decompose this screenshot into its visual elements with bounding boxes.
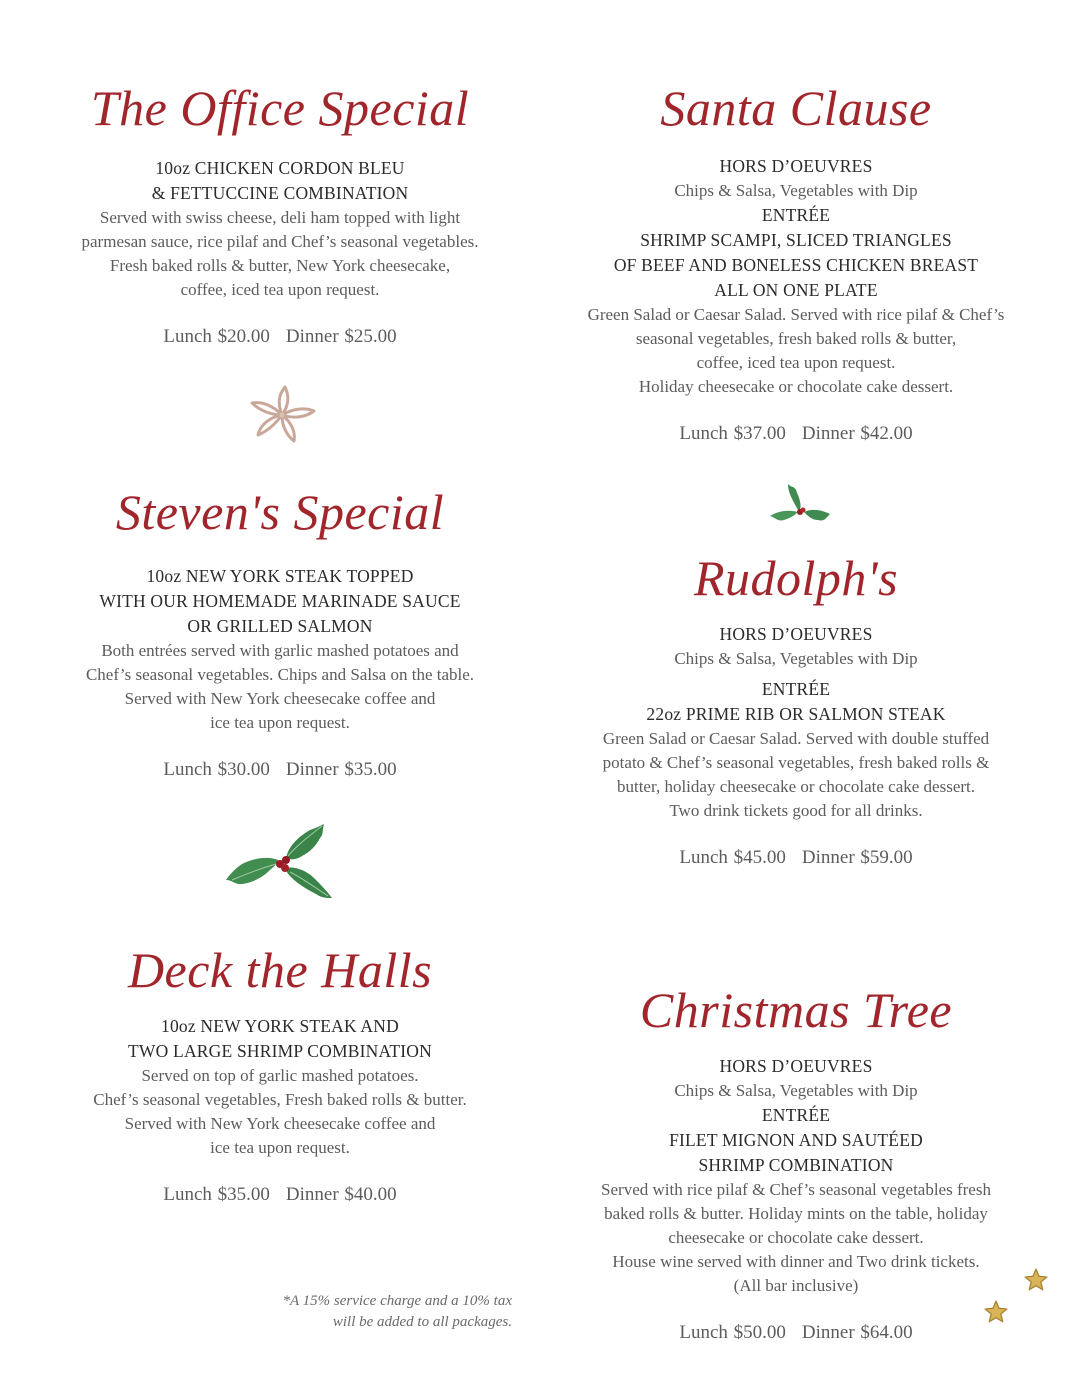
hors-doeuvres-label: HORS D’OEUVRES	[719, 156, 873, 176]
description-line: parmesan sauce, rice pilaf and Chef’s seasonal vegetables.	[81, 232, 479, 251]
package-description	[556, 727, 1036, 823]
description-line: ice tea upon request.	[210, 713, 350, 732]
entree-line: ALL ON ONE PLATE	[714, 280, 878, 300]
lunch-price: Lunch $35.00	[163, 1184, 270, 1205]
package-prices	[556, 421, 1036, 447]
description-line: ice tea upon request.	[210, 1138, 350, 1157]
description-line: coffee, iced tea upon request.	[696, 353, 896, 372]
package-description	[40, 206, 520, 302]
package-title: The Office Special	[90, 80, 470, 136]
hors-doeuvres-items: Chips & Salsa, Vegetables with Dip	[674, 649, 918, 668]
package-prices	[40, 1182, 520, 1208]
holly-large-icon	[224, 822, 339, 902]
entree-line: OR GRILLED SALMON	[187, 616, 373, 636]
entree-line: TWO LARGE SHRIMP COMBINATION	[128, 1041, 432, 1061]
description-line: Served on top of garlic mashed potatoes.	[141, 1066, 419, 1085]
footnote-line: *A 15% service charge and a 10% tax	[282, 1293, 512, 1309]
entree-label: ENTRÉE	[761, 679, 831, 699]
package-prices	[40, 757, 520, 783]
description-line: Holiday cheesecake or chocolate cake dessert.	[638, 377, 954, 396]
package-office-special	[40, 78, 520, 350]
entree-line: SHRIMP COMBINATION	[698, 1155, 894, 1175]
description-line: House wine served with dinner and Two drink tickets.	[612, 1252, 980, 1271]
entree-line: OF BEEF AND BONELESS CHICKEN BREAST	[613, 255, 979, 275]
description-line: Fresh baked rolls & butter, New York cheesecake,	[109, 256, 451, 275]
hors-doeuvres-items: Chips & Salsa, Vegetables with Dip	[674, 1081, 918, 1100]
gold-star-icon	[982, 1299, 1010, 1325]
package-entree	[40, 564, 520, 639]
description-line: Served with rice pilaf & Chef’s seasonal vegetables fresh	[601, 1180, 991, 1199]
package-rudolphs	[556, 548, 1036, 871]
package-entree	[40, 1014, 520, 1064]
package-entree	[40, 156, 520, 206]
lunch-price: Lunch $45.00	[679, 847, 786, 868]
package-prices	[40, 324, 520, 350]
package-title: Santa Clause	[660, 80, 932, 136]
package-christmas-tree	[556, 980, 1036, 1346]
description-line: Green Salad or Caesar Salad. Served with double stuffed	[602, 729, 990, 748]
entree-line: 10oz CHICKEN CORDON BLEU	[155, 158, 405, 178]
description-line: baked rolls & butter. Holiday mints on the table, holiday	[604, 1204, 988, 1223]
entree-line: & FETTUCCINE COMBINATION	[151, 183, 409, 203]
description-line: coffee, iced tea upon request.	[180, 280, 380, 299]
lunch-price: Lunch $50.00	[679, 1322, 786, 1343]
package-stevens-special	[40, 482, 520, 783]
hors-doeuvres-label: HORS D’OEUVRES	[719, 624, 873, 644]
description-line: cheesecake or chocolate cake dessert.	[668, 1228, 924, 1247]
gold-star-icon	[1022, 1267, 1050, 1293]
hors-doeuvres-label: HORS D’OEUVRES	[719, 1056, 873, 1076]
poinsettia-outline-icon	[248, 385, 316, 445]
lunch-price: Lunch $37.00	[679, 423, 786, 444]
description-line: (All bar inclusive)	[733, 1276, 859, 1295]
entree-line: SHRIMP SCAMPI, SLICED TRIANGLES	[640, 230, 952, 250]
dinner-price: Dinner $35.00	[285, 759, 397, 780]
package-prices	[556, 1320, 1036, 1346]
entree-line: 10oz NEW YORK STEAK TOPPED	[146, 566, 414, 586]
package-description	[40, 639, 520, 735]
entree-label: ENTRÉE	[761, 1105, 831, 1125]
package-entree	[556, 702, 1036, 727]
entree-line: WITH OUR HOMEMADE MARINADE SAUCE	[99, 591, 461, 611]
description-line: Served with swiss cheese, deli ham topped with light	[99, 208, 461, 227]
service-charge-footnote	[282, 1291, 512, 1333]
description-line: Both entrées served with garlic mashed potatoes and	[101, 641, 459, 660]
package-entree	[556, 1128, 1036, 1178]
package-title: Deck the Halls	[127, 942, 433, 998]
lunch-price: Lunch $20.00	[163, 326, 270, 347]
description-line: Chef’s seasonal vegetables. Chips and Salsa on the table.	[85, 665, 475, 684]
entree-label: ENTRÉE	[761, 205, 831, 225]
dinner-price: Dinner $42.00	[801, 423, 913, 444]
dinner-price: Dinner $25.00	[285, 326, 397, 347]
package-description	[40, 1064, 520, 1160]
dinner-price: Dinner $59.00	[801, 847, 913, 868]
package-entree	[556, 228, 1036, 303]
description-line: seasonal vegetables, fresh baked rolls & butter,	[635, 329, 957, 348]
package-santa-clause	[556, 78, 1036, 447]
package-description	[556, 1178, 1036, 1298]
holly-small-icon	[768, 480, 834, 526]
package-title: Rudolph's	[693, 550, 899, 606]
package-prices	[556, 845, 1036, 871]
package-title: Christmas Tree	[639, 982, 953, 1038]
lunch-price: Lunch $30.00	[163, 759, 270, 780]
package-description	[556, 303, 1036, 399]
description-line: Chef’s seasonal vegetables, Fresh baked rolls & butter.	[93, 1090, 467, 1109]
footnote-line: will be added to all packages.	[332, 1314, 512, 1330]
dinner-price: Dinner $64.00	[801, 1322, 913, 1343]
dinner-price: Dinner $40.00	[285, 1184, 397, 1205]
hors-doeuvres-items: Chips & Salsa, Vegetables with Dip	[674, 181, 918, 200]
description-line: Green Salad or Caesar Salad. Served with rice pilaf & Chef’s	[587, 305, 1005, 324]
description-line: Two drink tickets good for all drinks.	[669, 801, 923, 820]
package-deck-the-halls	[40, 940, 520, 1208]
package-title: Steven's Special	[115, 484, 445, 540]
entree-line: FILET MIGNON AND SAUTÉED	[669, 1130, 923, 1150]
description-line: butter, holiday cheesecake or chocolate cake dessert.	[616, 777, 976, 796]
entree-line: 10oz NEW YORK STEAK AND	[161, 1016, 399, 1036]
description-line: potato & Chef’s seasonal vegetables, fresh baked rolls &	[602, 753, 990, 772]
description-line: Served with New York cheesecake coffee and	[124, 689, 436, 708]
entree-line: 22oz PRIME RIB OR SALMON STEAK	[646, 704, 946, 724]
description-line: Served with New York cheesecake coffee and	[124, 1114, 436, 1133]
